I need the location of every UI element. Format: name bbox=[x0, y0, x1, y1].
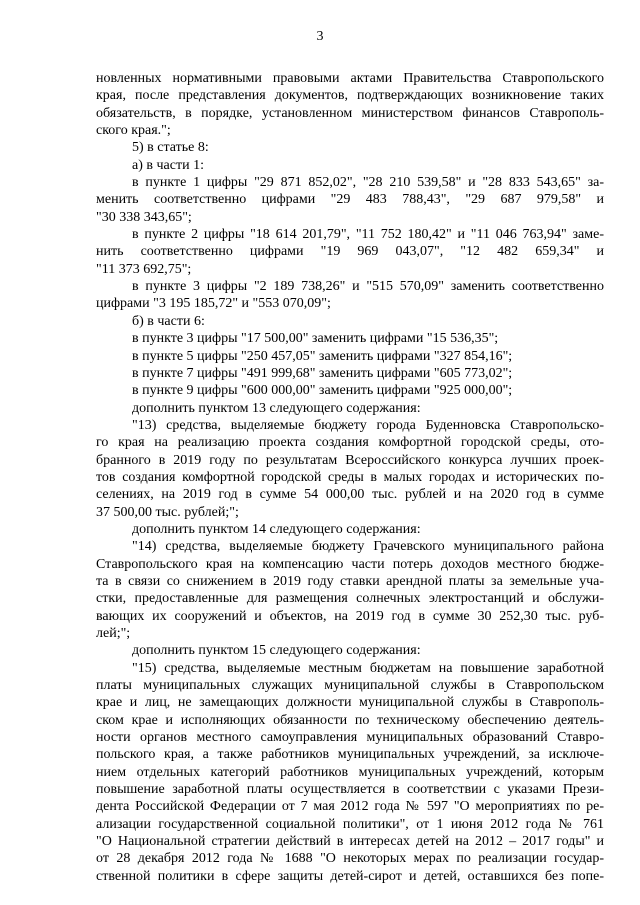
text-line: края, после представления документов, подтверждающих возникновение таких bbox=[96, 88, 604, 104]
page-number: 3 bbox=[316, 29, 324, 44]
text-line: стки, предоставленные для размещения солнечных электростанций и обслужи- bbox=[96, 591, 604, 607]
text-line: б) в части 6: bbox=[132, 313, 205, 329]
text-line: лей;"; bbox=[96, 626, 131, 641]
text-line: польского края, а также работников муниципальных учреждений, за исключе- bbox=[96, 747, 604, 763]
text-line: ализации государственной социальной политики", от 1 июня 2012 года № 761 bbox=[96, 816, 604, 832]
text-line: в пункте 9 цифры "600 000,00" заменить цифрами "925 000,00"; bbox=[132, 383, 513, 399]
document-body bbox=[96, 70, 604, 885]
text-line: в пункте 3 цифры "2 189 738,26" и "515 570,09" заменить соответственно bbox=[132, 279, 604, 295]
text-line: та в связи со снижением в 2019 году ставки арендной платы за земельные уча- bbox=[96, 573, 604, 589]
text-line: в пункте 7 цифры "491 999,68" заменить цифрами "605 773,02"; bbox=[132, 365, 513, 381]
text-line: "14) средства, выделяемые бюджету Грачевского муниципального района bbox=[132, 539, 604, 555]
text-line: "13) средства, выделяемые бюджету города Буденновска Ставропольско- bbox=[132, 417, 604, 433]
text-line: новленных нормативными правовыми актами Правительства Ставропольского bbox=[96, 71, 604, 86]
text-line: селениях, на 2019 год в сумме 54 000,00 тыс. рублей и на 2020 год в сумме bbox=[96, 487, 604, 503]
text-line: в пункте 3 цифры "17 500,00" заменить цифрами "15 536,35"; bbox=[132, 331, 499, 347]
text-line: повышение заработной платы осуществляется в соответствии с указами Прези- bbox=[96, 782, 604, 798]
text-line: го края на реализацию проекта создания комфортной городской среды, ото- bbox=[96, 435, 604, 451]
text-line: дента Российской Федерации от 7 мая 2012 года № 597 "О мероприятиях по ре- bbox=[96, 799, 604, 815]
text-line: ском крае и исполняющих обязанности по техническому обеспечению деятель- bbox=[96, 712, 604, 728]
text-line: платы муниципальных служащих муниципальной службы в Ставропольском bbox=[96, 678, 604, 694]
text-line: нием отдельных категорий работников муниципальных учреждений, которым bbox=[96, 764, 604, 780]
text-line: тов создания комфортной городской среды в малых городах и исторических по- bbox=[96, 469, 604, 485]
text-line: вающих их сооружений и объектов, на 2019 год в сумме 30 252,30 тыс. руб- bbox=[96, 608, 604, 624]
text-line: "11 373 692,75"; bbox=[96, 261, 192, 277]
text-line: дополнить пунктом 15 следующего содержания: bbox=[132, 643, 421, 659]
text-line: бранного в 2019 году по результатам Всероссийского конкурса лучших проек- bbox=[96, 452, 604, 468]
text-line: "15) средства, выделяемые местным бюджетам на повышение заработной bbox=[132, 660, 604, 676]
text-line: цифрами "3 195 185,72" и "553 070,09"; bbox=[96, 296, 331, 312]
text-line: нить соответственно цифрами "19 969 043,07", "12 482 659,34" и bbox=[96, 244, 604, 260]
text-line: "О Национальной стратегии действий в интересах детей на 2012 – 2017 годы" и bbox=[96, 834, 604, 850]
text-line: от 28 декабря 2012 года № 1688 "О некоторых мерах по реализации государ- bbox=[96, 851, 604, 867]
text-line: ского края."; bbox=[96, 123, 171, 139]
text-line: в пункте 5 цифры "250 457,05" заменить цифрами "327 854,16"; bbox=[132, 348, 513, 364]
text-line: ности органов местного самоуправления муниципальных образований Ставро- bbox=[96, 730, 604, 746]
text-line: 37 500,00 тыс. рублей;"; bbox=[96, 504, 239, 520]
text-line: а) в части 1: bbox=[132, 157, 204, 173]
text-line: дополнить пунктом 13 следующего содержания: bbox=[132, 400, 421, 416]
text-line: 5) в статье 8: bbox=[132, 140, 209, 156]
text-line: в пункте 2 цифры "18 614 201,79", "11 752 180,42" и "11 046 763,94" заме- bbox=[132, 227, 604, 243]
text-line: крае и лиц, не замещающих должности муниципальной службы в Ставрополь- bbox=[96, 695, 604, 711]
text-line: дополнить пунктом 14 следующего содержания: bbox=[132, 521, 421, 537]
text-line: ственной политики в сфере защиты детей-сирот и детей, оставшихся без попе- bbox=[96, 868, 604, 884]
text-line: "30 338 343,65"; bbox=[96, 209, 192, 225]
text-line: обязательств, в порядке, установленном министерством финансов Ставрополь- bbox=[96, 105, 604, 121]
text-line: в пункте 1 цифры "29 871 852,02", "28 210 539,58" и "28 833 543,65" за- bbox=[132, 175, 604, 191]
text-line: Ставропольского края на компенсацию части потерь доходов местного бюдже- bbox=[96, 556, 604, 572]
text-line: менить соответственно цифрами "29 483 788,43", "29 687 979,58" и bbox=[96, 192, 604, 208]
